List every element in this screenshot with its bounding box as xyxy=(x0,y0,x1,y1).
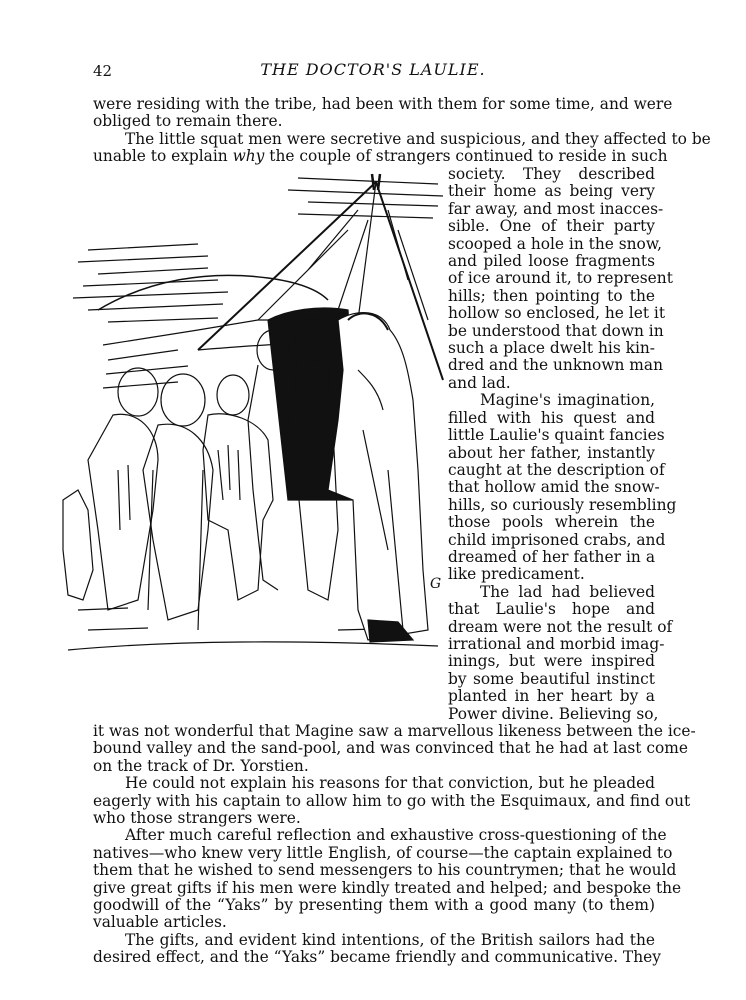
side-column-text xyxy=(448,165,677,723)
text-line: hills; then pointing to the xyxy=(448,286,655,305)
text-line: that Laulie's hope and xyxy=(448,600,655,619)
text-line: filled with his quest and xyxy=(448,408,655,427)
text-line: valuable articles. xyxy=(93,913,227,932)
text-line: desired effect, and the “Yaks” became friendly and communicative. They xyxy=(93,948,661,967)
text-line: The little squat men were secretive and suspicious, and they affected to be xyxy=(125,129,711,148)
text-line: planted in her heart by a xyxy=(448,687,655,706)
text-line: give great gifts if his men were kindly treated and helped; and bespoke the xyxy=(93,878,682,897)
running-title: THE DOCTOR'S LAULIE. xyxy=(260,60,486,79)
tent-illustration xyxy=(58,170,448,670)
page-number: 42 xyxy=(93,62,113,80)
text-line: those pools wherein the xyxy=(448,513,655,532)
text-line: on the track of Dr. Yorstien. xyxy=(93,756,309,775)
text-line: such a place dwelt his kin- xyxy=(448,339,655,358)
text-line: who those strangers were. xyxy=(93,809,301,828)
text-line: irrational and morbid imag- xyxy=(448,634,665,653)
text-line: unable to explain why the couple of strangers continued to reside in such xyxy=(93,147,668,166)
text-line: bound valley and the sand-pool, and was convinced that he had at last come xyxy=(93,739,688,758)
text-line: goodwill of the “Yaks” by presenting them with a good many (to them) xyxy=(93,896,655,915)
text-line: it was not wonderful that Magine saw a marvellous likeness between the ice- xyxy=(93,722,696,740)
text-line: their home as being very xyxy=(448,182,655,201)
text-line: Power divine. Believing so, xyxy=(448,704,659,723)
text-line: caught at the description of xyxy=(448,460,665,479)
text-line: of ice around it, to represent xyxy=(448,269,673,288)
text-line: The gifts, and evident kind intentions, of the British sailors had the xyxy=(125,930,655,949)
bottom-text-block xyxy=(93,722,696,967)
text-line: that hollow amid the snow- xyxy=(448,478,660,497)
text-line: far away, and most inacces- xyxy=(448,199,664,218)
text-line: eagerly with his captain to allow him to go with the Esquimaux, and find out xyxy=(93,791,691,810)
text-line: be understood that down in xyxy=(448,321,664,340)
text-line: scooped a hole in the snow, xyxy=(448,234,663,253)
text-line: society. They described xyxy=(448,165,655,183)
text-line: hills, so curiously resembling xyxy=(448,495,677,514)
text-line: were residing with the tribe, had been with them for some time, and were xyxy=(93,95,673,113)
top-text-block xyxy=(93,95,711,166)
text-line: sible. One of their party xyxy=(448,217,655,236)
text-line: dream were not the result of xyxy=(448,617,673,636)
text-line: like predicament. xyxy=(448,565,585,584)
text-line: He could not explain his reasons for that conviction, but he pleaded xyxy=(125,774,656,793)
text-line: child imprisoned crabs, and xyxy=(448,530,666,549)
text-line: and piled loose fragments xyxy=(448,252,655,271)
artist-signature: G xyxy=(430,576,442,592)
text-line: After much careful reflection and exhaustive cross-questioning of the xyxy=(125,826,667,845)
text-line: The lad had believed xyxy=(480,582,655,601)
text-line: obliged to remain there. xyxy=(93,112,283,131)
text-line: little Laulie's quaint fancies xyxy=(448,426,665,445)
text-line: natives—who knew very little English, of course—the captain explained to xyxy=(93,843,673,862)
text-line: about her father, instantly xyxy=(448,443,655,462)
text-line: dreamed of her father in a xyxy=(448,547,655,566)
text-line: inings, but were inspired xyxy=(448,652,655,671)
text-line: by some beautiful instinct xyxy=(448,669,655,688)
text-line: hollow so enclosed, he let it xyxy=(448,304,666,323)
text-line: dred and the unknown man xyxy=(448,356,663,375)
text-line: them that he wished to send messengers to his countrymen; that he would xyxy=(93,861,677,880)
text-line: Magine's imagination, xyxy=(480,391,655,410)
text-line: and lad. xyxy=(448,373,511,392)
